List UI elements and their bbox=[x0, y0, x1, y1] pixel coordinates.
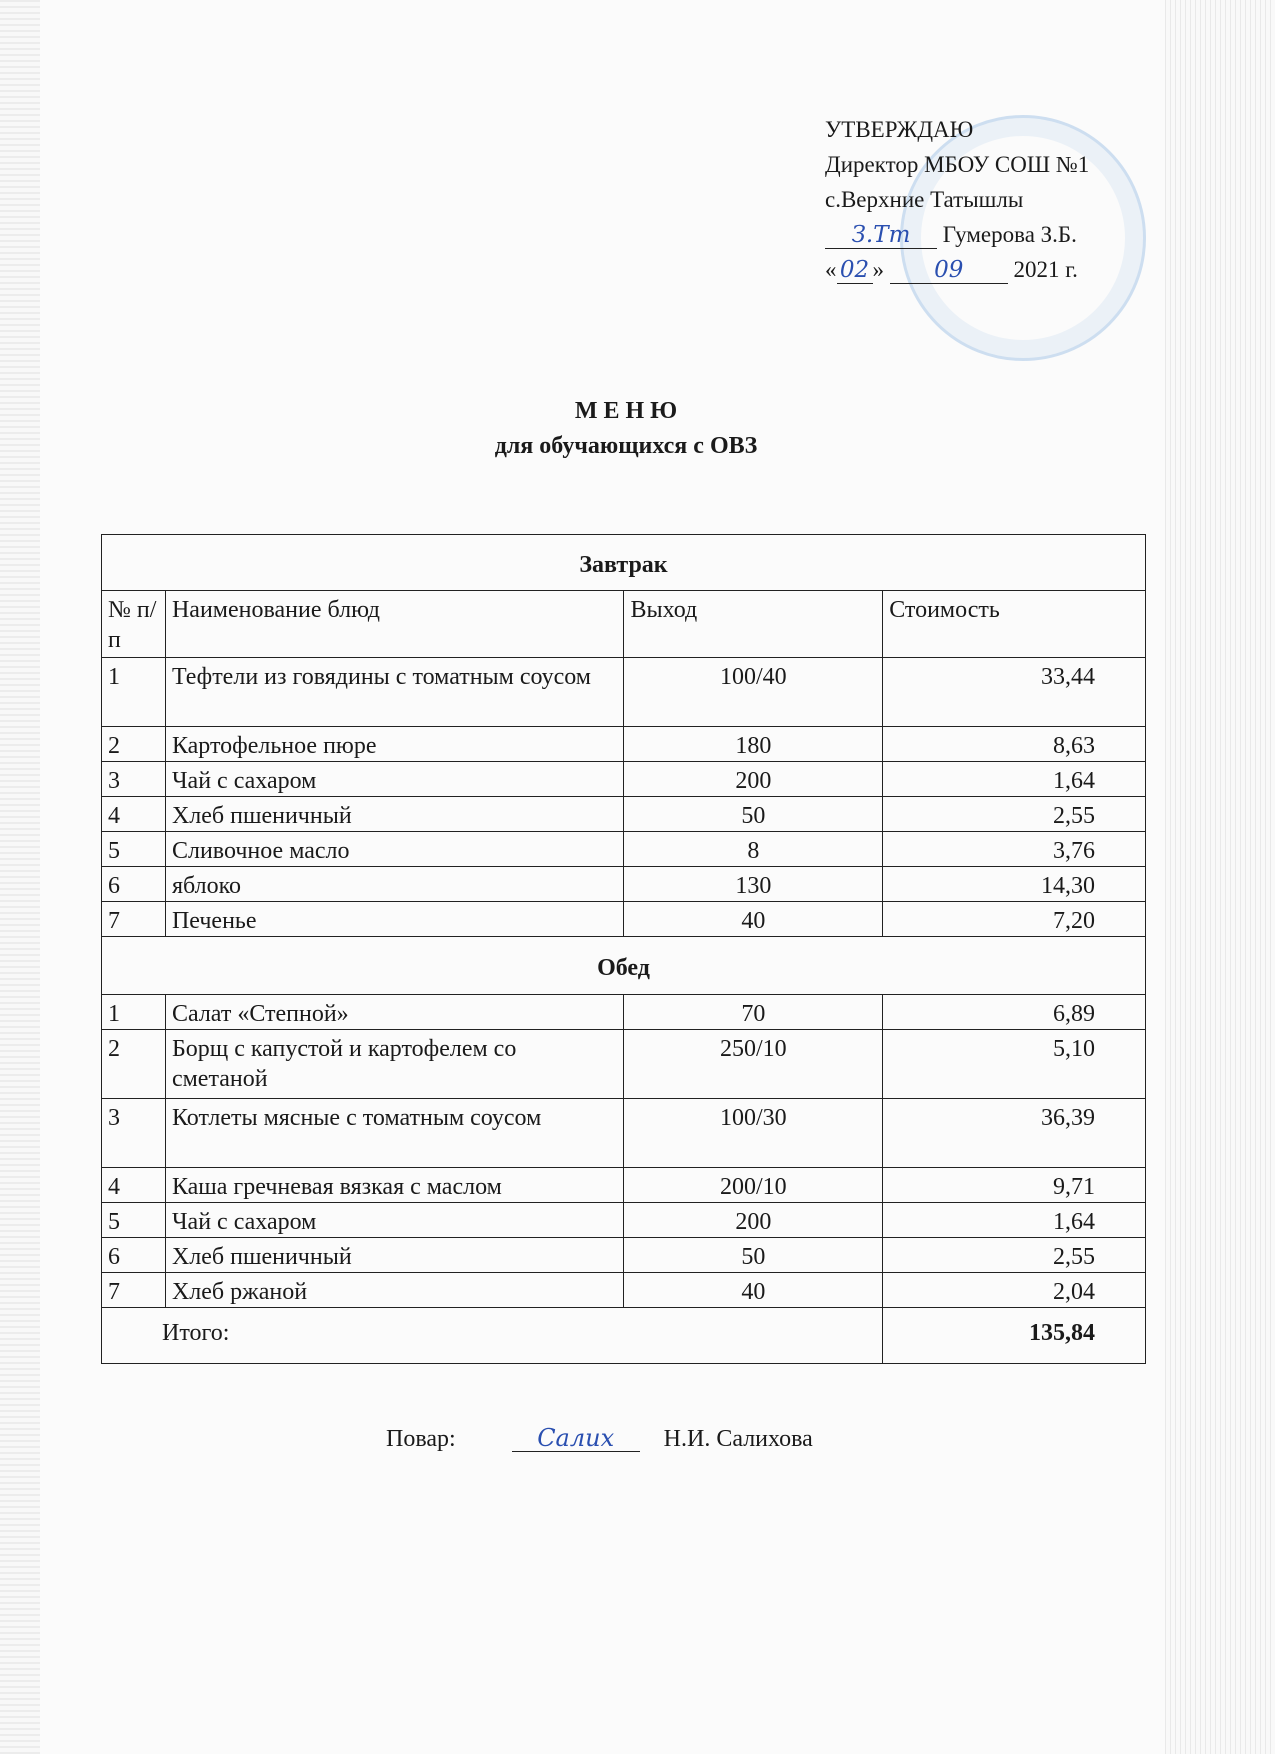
table-row bbox=[102, 1203, 1146, 1238]
dish-output: 100/40 bbox=[624, 658, 883, 727]
dish-output: 50 bbox=[624, 1238, 883, 1273]
dish-cost: 14,30 bbox=[883, 867, 1146, 902]
row-number: 6 bbox=[102, 1238, 166, 1273]
dish-output: 40 bbox=[624, 902, 883, 937]
approval-year: 2021 г. bbox=[1013, 257, 1078, 282]
table-row bbox=[102, 1099, 1146, 1168]
cook-name: Н.И. Салихова bbox=[663, 1426, 813, 1452]
header-row bbox=[102, 591, 1146, 658]
table-row bbox=[102, 832, 1146, 867]
dish-name: Каша гречневая вязкая с маслом bbox=[165, 1168, 624, 1203]
dish-name: Сливочное масло bbox=[165, 832, 624, 867]
cook-label: Повар: bbox=[386, 1426, 456, 1452]
header-name: Наименование блюд bbox=[165, 591, 624, 658]
dish-name: Тефтели из говядины с томатным соусом bbox=[165, 658, 624, 727]
dish-output: 130 bbox=[624, 867, 883, 902]
approval-month: 09 bbox=[890, 257, 1008, 284]
table-row bbox=[102, 727, 1146, 762]
row-number: 4 bbox=[102, 797, 166, 832]
header-num: № п/п bbox=[102, 591, 166, 658]
section-label: Завтрак bbox=[102, 535, 1146, 591]
table-row bbox=[102, 1273, 1146, 1308]
dish-name: Хлеб ржаной bbox=[165, 1273, 624, 1308]
table-row bbox=[102, 1168, 1146, 1203]
dish-output: 200 bbox=[624, 762, 883, 797]
total-label: Итого: bbox=[102, 1308, 883, 1364]
row-number: 3 bbox=[102, 762, 166, 797]
dish-name: Салат «Степной» bbox=[165, 995, 624, 1030]
dish-cost: 36,39 bbox=[883, 1099, 1146, 1168]
dish-output: 50 bbox=[624, 797, 883, 832]
approval-block bbox=[825, 112, 1089, 287]
dish-cost: 1,64 bbox=[883, 1203, 1146, 1238]
scan-artifact-left bbox=[0, 0, 40, 1754]
dish-cost: 7,20 bbox=[883, 902, 1146, 937]
dish-name: Чай с сахаром bbox=[165, 762, 624, 797]
dish-name: Хлеб пшеничный bbox=[165, 797, 624, 832]
dish-name: Хлеб пшеничный bbox=[165, 1238, 624, 1273]
total-value: 135,84 bbox=[883, 1308, 1146, 1364]
row-number: 7 bbox=[102, 1273, 166, 1308]
header-cost: Стоимость bbox=[883, 591, 1146, 658]
table-row bbox=[102, 867, 1146, 902]
row-number: 2 bbox=[102, 1030, 166, 1099]
row-number: 1 bbox=[102, 658, 166, 727]
row-number: 6 bbox=[102, 867, 166, 902]
dish-cost: 1,64 bbox=[883, 762, 1146, 797]
dish-name: яблоко bbox=[165, 867, 624, 902]
quote-close: » bbox=[872, 257, 884, 282]
section-label: Обед bbox=[102, 937, 1146, 995]
menu-table bbox=[101, 534, 1146, 1364]
cook-signature: Салих bbox=[512, 1425, 640, 1452]
village: с.Верхние Татышлы bbox=[825, 187, 1024, 212]
cook-signature-line bbox=[386, 1425, 813, 1453]
dish-output: 40 bbox=[624, 1273, 883, 1308]
dish-name: Борщ с капустой и картофелем со сметаной bbox=[165, 1030, 624, 1099]
dish-output: 70 bbox=[624, 995, 883, 1030]
dish-cost: 2,55 bbox=[883, 1238, 1146, 1273]
dish-cost: 33,44 bbox=[883, 658, 1146, 727]
table-row bbox=[102, 762, 1146, 797]
table-row bbox=[102, 1238, 1146, 1273]
dish-cost: 5,10 bbox=[883, 1030, 1146, 1099]
dish-output: 200/10 bbox=[624, 1168, 883, 1203]
table-row bbox=[102, 902, 1146, 937]
row-number: 7 bbox=[102, 902, 166, 937]
dish-output: 250/10 bbox=[624, 1030, 883, 1099]
dish-name: Котлеты мясные с томатным соусом bbox=[165, 1099, 624, 1168]
dish-name: Чай с сахаром bbox=[165, 1203, 624, 1238]
row-number: 5 bbox=[102, 832, 166, 867]
section-lunch bbox=[102, 937, 1146, 995]
director-name: Гумерова З.Б. bbox=[942, 222, 1077, 247]
table-row bbox=[102, 1030, 1146, 1099]
dish-cost: 6,89 bbox=[883, 995, 1146, 1030]
dish-output: 200 bbox=[624, 1203, 883, 1238]
approval-heading: УТВЕРЖДАЮ bbox=[825, 117, 974, 142]
row-number: 1 bbox=[102, 995, 166, 1030]
row-number: 2 bbox=[102, 727, 166, 762]
row-number: 4 bbox=[102, 1168, 166, 1203]
director-signature: З.Тт bbox=[825, 222, 937, 249]
dish-name: Картофельное пюре bbox=[165, 727, 624, 762]
dish-cost: 8,63 bbox=[883, 727, 1146, 762]
table-row bbox=[102, 995, 1146, 1030]
dish-output: 180 bbox=[624, 727, 883, 762]
row-number: 5 bbox=[102, 1203, 166, 1238]
scan-artifact-right bbox=[1165, 0, 1275, 1754]
table-row bbox=[102, 658, 1146, 727]
dish-name: Печенье bbox=[165, 902, 624, 937]
approval-day: 02 bbox=[837, 257, 873, 284]
dish-cost: 2,55 bbox=[883, 797, 1146, 832]
dish-cost: 3,76 bbox=[883, 832, 1146, 867]
section-breakfast bbox=[102, 535, 1146, 591]
dish-output: 8 bbox=[624, 832, 883, 867]
row-number: 3 bbox=[102, 1099, 166, 1168]
header-output: Выход bbox=[624, 591, 883, 658]
page-subtitle: для обучающихся с ОВЗ bbox=[494, 433, 758, 459]
page-title: М Е Н Ю bbox=[574, 398, 678, 424]
dish-cost: 9,71 bbox=[883, 1168, 1146, 1203]
total-row bbox=[102, 1308, 1146, 1364]
table-row bbox=[102, 797, 1146, 832]
dish-cost: 2,04 bbox=[883, 1273, 1146, 1308]
director-position: Директор МБОУ СОШ №1 bbox=[825, 152, 1090, 177]
quote-open: « bbox=[825, 257, 837, 282]
dish-output: 100/30 bbox=[624, 1099, 883, 1168]
